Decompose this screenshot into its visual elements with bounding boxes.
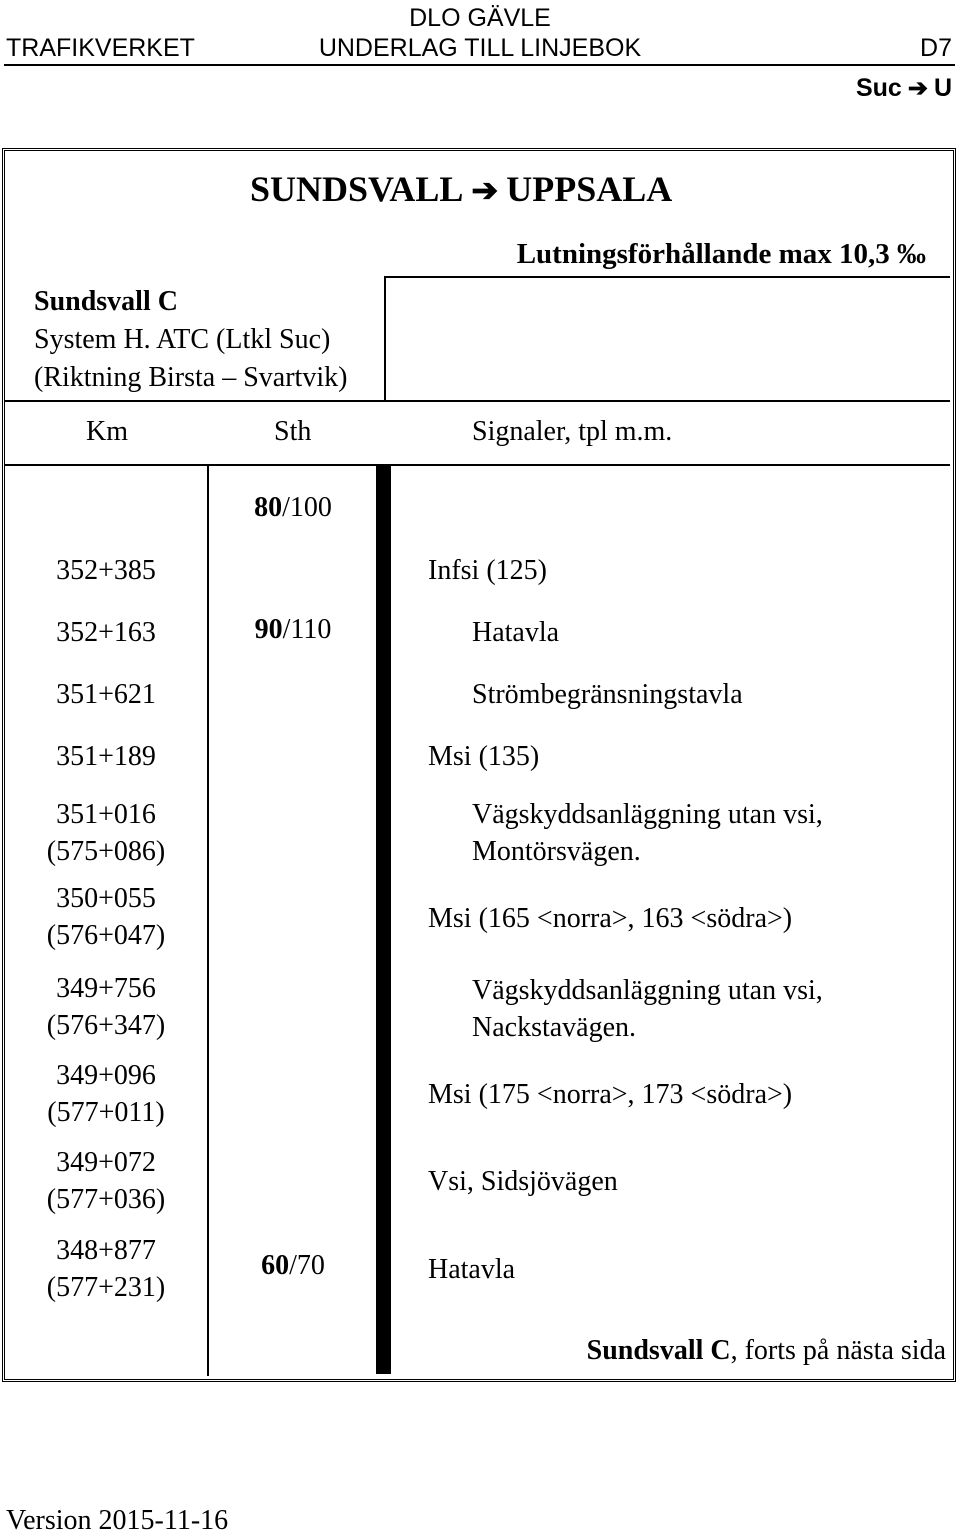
km-value: 352+163	[56, 617, 156, 648]
km-value: 350+055 (576+047)	[46, 883, 166, 951]
signal-entry: Strömbegränsningstavla	[472, 679, 743, 710]
route-to: UPPSALA	[506, 169, 673, 209]
header-route	[856, 74, 952, 103]
track-line	[376, 466, 391, 1374]
signal-entry: Msi (165 <norra>, 163 <södra>)	[428, 903, 793, 934]
station-system: System H. ATC (Ltkl Suc)	[34, 324, 331, 355]
km-value: 349+072 (577+036)	[46, 1147, 166, 1215]
signal-entry: Hatavla	[428, 1254, 516, 1285]
signal-entry: Vägskyddsanläggning utan vsi, Nackstavägen.	[472, 975, 823, 1043]
route-title	[250, 168, 672, 210]
speed-limit: 90/110	[254, 614, 332, 645]
km-value: 349+096 (577+011)	[47, 1060, 165, 1128]
signal-entry: Vägskyddsanläggning utan vsi, Montörsvägen.	[472, 799, 823, 867]
signal-entry: Hatavla	[472, 617, 560, 648]
header-route-to: U	[933, 74, 952, 102]
divider-column-header	[5, 464, 950, 466]
header-region: DLO GÄVLE	[409, 4, 551, 32]
column-header-sth: Sth	[274, 416, 312, 447]
divider-gradient	[384, 276, 950, 278]
column-header-km: Km	[86, 416, 128, 447]
divider-km-sth	[207, 464, 209, 1376]
signal-entry: Msi (135)	[428, 741, 540, 772]
route-from: SUNDSVALL	[250, 169, 464, 209]
version-label: Version 2015-11-16	[6, 1505, 229, 1536]
km-value: 348+877 (577+231)	[46, 1235, 166, 1303]
gradient-info: Lutningsförhållande max 10,3 ‰	[516, 238, 926, 270]
divider-station-vertical	[384, 276, 386, 400]
km-value: 351+189	[56, 741, 156, 772]
signal-entry: Infsi (125)	[428, 555, 547, 586]
header-page-number: D7	[920, 34, 952, 62]
header-route-from: Suc	[855, 74, 902, 102]
signal-entry: Msi (175 <norra>, 173 <södra>)	[428, 1079, 793, 1110]
km-value: 349+756 (576+347)	[46, 973, 166, 1041]
station-name: Sundsvall C	[34, 286, 178, 317]
header-rule	[4, 64, 955, 66]
station-direction: (Riktning Birsta – Svartvik)	[34, 362, 348, 393]
km-value: 351+621	[56, 679, 156, 710]
header-title: UNDERLAG TILL LINJEBOK	[318, 34, 642, 62]
signal-entry: Vsi, Sidsjövägen	[428, 1166, 618, 1197]
speed-limit: 60/70	[261, 1250, 325, 1281]
continuation-note: Sundsvall C, forts på nästa sida	[586, 1335, 946, 1366]
speed-limit: 80/100	[254, 492, 332, 523]
arrow-right-icon: ➔	[907, 75, 928, 102]
column-header-signals: Signaler, tpl m.m.	[472, 416, 673, 447]
arrow-right-icon: ➔	[471, 172, 499, 208]
divider-station	[5, 400, 950, 402]
header-org: TRAFIKVERKET	[6, 34, 195, 62]
km-value: 351+016 (575+086)	[46, 799, 166, 867]
km-value: 352+385	[56, 555, 156, 586]
